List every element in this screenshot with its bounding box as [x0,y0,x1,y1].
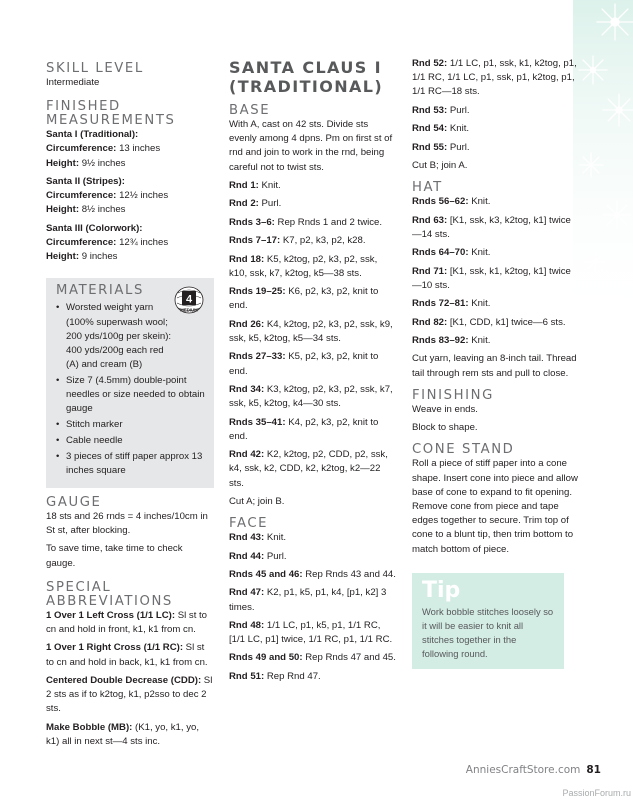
base-end-note: Cut A; join B. [229,495,285,507]
finished-measurements-heading: FINISHED MEASUREMENTS [46,99,176,129]
footer-site: AnniesCraftStore.com [465,764,581,776]
measurement-block: Santa III (Colorwork): Circumference: 12¾ inches Height: 9 inches [46,222,169,263]
skill-level-heading: SKILL LEVEL [46,61,144,76]
pattern-row: Rnds 72–81: Knit. [412,298,491,310]
watermark: PassionForum.ru [562,788,631,798]
pattern-row: Rnd 54: Knit. [412,123,470,135]
pattern-row: Rnd 53: Purl. [412,104,470,116]
pattern-row: Rnds 35–41: K4, p2, k3, p2, knit to end. [229,416,379,442]
svg-text:4: 4 [185,293,193,306]
finishing-step: Weave in ends. [412,403,478,415]
pattern-row: Rnd 71: [K1, ssk, k1, k2tog, k1] twice—10 sts. [412,265,571,291]
skill-level-value: Intermediate [46,77,100,88]
special-abbreviations-heading: SPECIAL ABBREVIATIONS [46,579,173,609]
gauge-note: To save time, take time to check gauge. [46,543,183,569]
left-column [46,62,214,753]
gauge-text: 18 sts and 26 rnds = 4 inches/10cm in St st, after blocking. [46,510,208,537]
finishing-heading: FINISHING [412,387,494,403]
tip-box [412,573,564,669]
middle-column [229,58,397,688]
list-item: • Cable needle [56,434,206,448]
pattern-row: Rnds 49 and 50: Rep Rnds 47 and 45. [229,652,396,664]
pattern-row: Rnds 19–25: K6, p2, k3, p2, knit to end. [229,286,379,312]
pattern-row: Rnd 63: [K1, ssk, k3, k2tog, k1] twice—14 sts. [412,214,571,240]
gauge-heading: GAUGE [46,494,102,510]
list-item: • Size 7 (4.5mm) double-point needles or size needed to obtain gauge [56,374,206,417]
pattern-row: Rnds 83–92: Knit. [412,334,491,346]
page-footer [466,763,601,777]
materials-box [46,278,214,487]
pattern-row: Rnds 45 and 46: Rep Rnds 43 and 44. [229,568,396,580]
pattern-row: Rnd 43: Knit. [229,532,287,544]
pattern-row: Rnd 26: K4, k2tog, p2, k3, p2, ssk, k9, ssk, k5, k2tog, k5—34 sts. [229,318,393,344]
list-item: • 3 pieces of stiff paper approx 13 inches square [56,450,206,478]
pattern-row: Rnd 2: Purl. [229,198,282,210]
measurement-block: Santa II (Stripes): Circumference: 12½ inches Height: 8½ inches [46,176,169,216]
pattern-row: Rnd 55: Purl. [412,141,470,153]
pattern-row: Rnds 27–33: K5, p2, k3, p2, knit to end. [229,351,379,377]
pattern-row: Rnds 64–70: Knit. [412,247,491,259]
materials-list [56,301,206,478]
pattern-title: SANTA CLAUS I (TRADITIONAL) [229,58,384,96]
list-item: • Worsted weight yarn (100% superwash wool; 200 yds/100g per skein): 400 yds/200g each red (A) and cream (B) [56,301,206,372]
pattern-row: Rnd 82: [K1, CDD, k1] twice—6 sts. [412,316,566,328]
abbreviation-item: Centered Double Decrease (CDD): Sl 2 sts as if to k2tog, k1, p2sso to dec 2 sts. [46,675,213,715]
pattern-row: Rnd 34: K3, k2tog, p2, k3, p2, ssk, k7, ssk, k5, k2tog, k4—30 sts. [229,383,393,410]
pattern-row: Rnds 7–17: K7, p2, k3, p2, k28. [229,235,366,247]
cone-stand-heading: CONE STAND [412,442,515,458]
pattern-row: Rnd 52: 1/1 LC, p1, ssk, k1, k2tog, p1, 1/1 RC, 1/1 LC, p1, ssk, p1, k2tog, p1, 1/1 RC—18 sts. [412,58,577,98]
pattern-row: Rnd 51: Rep Rnd 47. [229,670,321,682]
pattern-row: Rnd 47: K2, p1, k5, p1, k4, [p1, k2] 3 times. [229,587,387,613]
measurement-block: Santa I (Traditional): Circumference: 13 inches Height: 9½ inches [46,129,161,169]
cone-stand-text: Roll a piece of stiff paper into a cone shape. Insert cone into piece and allow base of cone to expand to fit opening. Remove cone from piece and tape edges together to secure. Trim top of cone to a blunt tip, then trim bottom to match bottom of piece. [412,458,578,555]
cut-b-note: Cut B; join A. [412,159,468,171]
hat-end-note: Cut yarn, leaving an 8-inch tail. Thread tail through rem sts and pull to close. [412,353,577,379]
tip-text: Work bobble stitches loosely so it will be easier to knit all stitches together in the following round. [422,605,554,659]
pattern-row: Rnd 48: 1/1 LC, p1, k5, p1, 1/1 RC, [1/1 LC, p1] twice, 1/1 RC, p1, 1/1 RC. [229,619,393,646]
svg-text:MEDIUM: MEDIUM [180,307,198,313]
right-column [412,57,580,669]
page-number: 81 [586,764,601,776]
pattern-row: Rnds 56–62: Knit. [412,196,491,208]
base-heading: BASE [229,103,271,118]
pattern-row: Rnd 18: K5, k2tog, p2, k3, p2, ssk, k10, ssk, k7, k2tog, k5—38 sts. [229,253,378,279]
face-heading: FACE [229,516,269,532]
abbreviation-item: 1 Over 1 Left Cross (1/1 LC): Sl st to cn and hold in front, k1, k1 from cn. [46,609,208,636]
materials-heading: MATERIALS [56,283,144,299]
hat-heading: HAT [412,180,443,196]
abbreviation-item: 1 Over 1 Right Cross (1/1 RC): Sl st to cn and hold in back, k1, k1 from cn. [46,642,208,668]
abbreviation-item: Make Bobble (MB): (K1, yo, k1, yo, k1) all in next st—4 sts inc. [46,721,199,747]
base-intro: With A, cast on 42 sts. Divide sts evenly among 4 dpns. Pm on first st of rnd and join to work in the rnd, being careful not to twist sts. [229,119,393,173]
decorative-snowflake-graphic [573,0,633,330]
pattern-row: Rnd 44: Purl. [229,550,287,562]
list-item: • Stitch marker [56,418,206,432]
finishing-step: Block to shape. [412,422,478,434]
pattern-row: Rnds 3–6: Rep Rnds 1 and 2 twice. [229,216,383,228]
pattern-row: Rnd 42: K2, k2tog, p2, CDD, p2, ssk, k4, ssk, k2, CDD, k2, k2tog, k2—22 sts. [229,449,388,489]
pattern-row: Rnd 1: Knit. [229,180,281,191]
tip-title: Tip [422,577,461,603]
